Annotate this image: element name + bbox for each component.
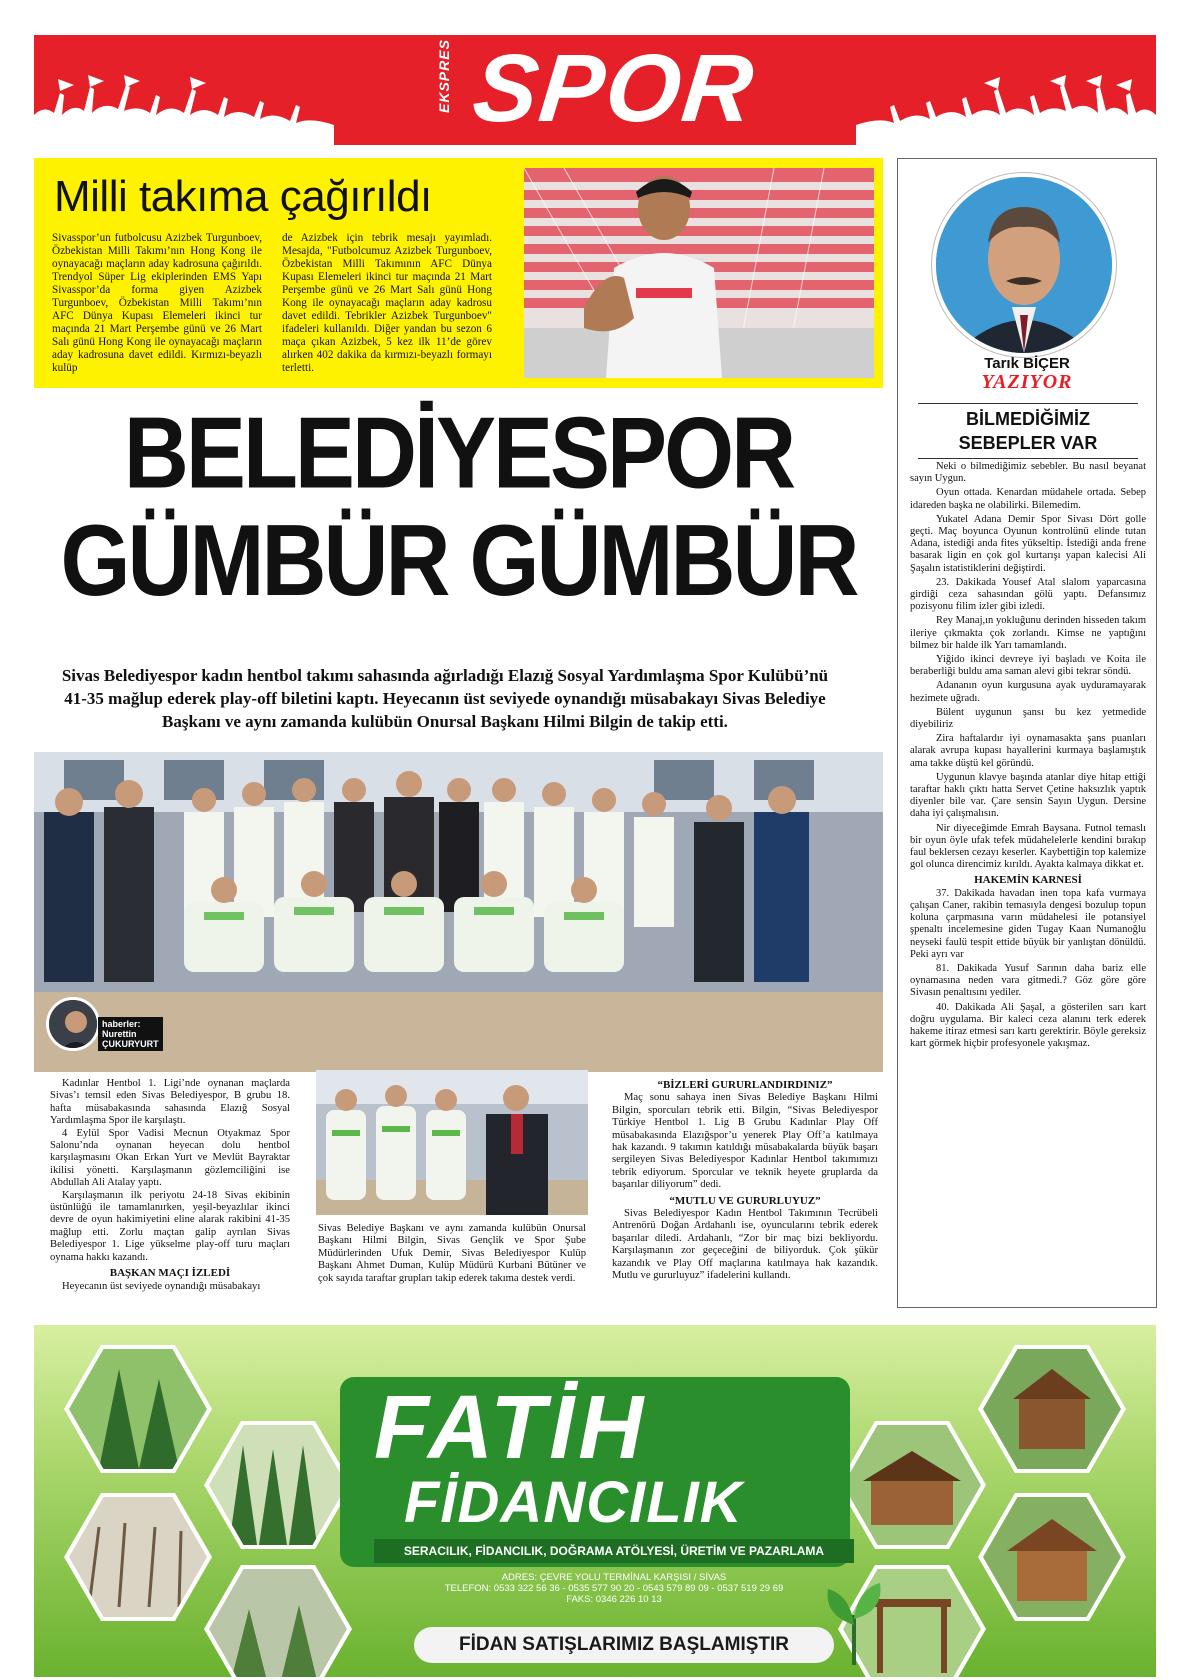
- columnist-name: Tarık BİÇER: [984, 355, 1070, 372]
- column-paragraph: Neki o bilmediğimiz sebebler. Bu nasıl beyanat sayın Uygun.: [910, 461, 1146, 485]
- article-paragraph: Karşılaşmanın ilk periyotu 24-18 Sivas ekibinin üstünlüğü ile tamamlanırken, yeşil-beyazlılar ikinci devre de oyun hakimiyetini eline alarak rakibini 41-35 mağlup etti. Zorlu maçtan galip ayrılan Sivas Belediyespor 1. Lige yükselme play-off turu maçları oynama hakkı kazandı.: [50, 1189, 290, 1263]
- column-paragraph: 37. Dakikada havadan inen topa kafa vurmaya çalışan Caner, rakibin temasıyla dengesi bozulup topun koluna çarpmasına varın müdahelesi ile potansiyel şpenaltı incelemesine giden Tugay Kaan Numanoğlu neyseki faulü tespit ettide büyük bir yanlıştan dönüldü. Peki ayrı var: [910, 887, 1146, 960]
- article-subheading: BAŞKAN MAÇI İZLEDİ: [109, 1267, 231, 1280]
- column-paragraph: Yiğido ikinci devreye iyi başladı ve Koita ile beraberliği buldu ama saman alevi gibi tekrar söndü.: [910, 654, 1146, 678]
- milli-text-col2: de Azizbek için tebrik mesajı yayımladı. Mesajda, "Futbolcumuz Azizbek Turgunboev, Özbekistan Milli Takımının AFC Dünya Kupası Elemeleri ikinci tur maçında 21 Mart Perşembe günü ve 26 Mart Salı günü Hong Kong ile oynayacağı maçların aday kadrosu davet edildi. Tebrikler Azizbek Turgunboev" ifadeleri kullanıldı. Diğer yandan bu sezon 6 maça çıkan Azizbek, 5 kez ilk 11’de görev alırken 402 dakika da kırmızı-beyazlı formayı terletti.: [282, 232, 492, 374]
- column-title: BİLMEDİĞİMİZ SEBEPLER VAR: [918, 403, 1138, 459]
- column-paragraph: Adananın oyun kurgusuna ayak uyduramayarak hezimete uğradı.: [910, 680, 1146, 704]
- column-paragraph: Nir diyeceğimde Emrah Baysana. Futnol temaslı bir oyun öyle ufak tefek müdahelelerle kendini bırakıp faul beklersen cezayı keserler. Kaybettiğin top kalemize gol olunca direncimiz kırıldı. Ayakta kalmaya dikkat et.: [910, 822, 1146, 871]
- article-subheading: “BİZLERİ GURURLANDIRDINIZ”: [657, 1079, 833, 1091]
- article-paragraph: Kadınlar Hentbol 1. Ligi’nde oynanan maçlarda Sivas’ı temsil eden Sivas Belediyespor, B grubu 18. hafta müsabakasında sahasında Elazığ Sosyal Yardımlaşma Spor ile karşılaştı.: [50, 1078, 290, 1127]
- mayor-handshake-photo: [316, 1070, 588, 1215]
- ad-fax: FAKS: 0346 226 10 13: [566, 1594, 662, 1605]
- reporter-label: [98, 1017, 163, 1051]
- fatih-fidancilik-ad: [34, 1325, 1156, 1677]
- crowd-silhouette-left: [34, 75, 334, 145]
- column-subheading: HAKEMİN KARNESİ: [974, 873, 1082, 886]
- columnist-tag: YAZIYOR: [981, 371, 1073, 393]
- photo-caption: Sivas Belediye Başkanı ve aynı zamanda kulübün Onursal Başkanı Hilmi Bilgin, Sivas Gençlik ve Spor Şube Müdürlerinden Ufuk Demir, Sivas Belediyespor Kulüp Başkanı Ahmet Duman, Kulüp Müdürü Kurbani Bütüner ve çok sayıda taraftar grupları takip ederek takıma destek verdi.: [318, 1223, 586, 1284]
- milli-title: Milli takıma çağırıldı: [54, 172, 432, 221]
- milli-takim-box: [34, 158, 883, 388]
- headline-line-1: BELEDİYESPOR: [123, 397, 794, 510]
- headline-spot: Sivas Belediyespor kadın hentbol takımı sahasında ağırladığı Elazığ Sosyal Yardımlaşma Spor Kulübü’nü 41-35 mağlup ederek play-off biletini kaptı. Heyecanın üst seviyede oynandığı müsabakayı Sivas Belediye Başkanı ve aynı zamanda kulübün Onursal Başkanı Hilmi Bilgin de takip etti.: [61, 666, 829, 731]
- article-paragraph: Sivas Belediyespor Kadın Hentbol Takımının Tecrübeli Antrenörü Doğan Ardahanlı ise, oyuncularını tebrik ederek başarılar diledi. Ardahanlı, “Zor bir maç bizi bekliyordu. Karşılaşmanın zor geçeceğini de biliyorduk. Çok şükür kazandık ve Play Off maçlarına katılmaya hak kazandık. Mutlu ve gururluyuz” ifadelerini kullandı.: [612, 1208, 878, 1282]
- column-paragraph: Oyun ottada. Kenardan müdahele ortada. Sebep idareden başka ne olabilirki. Bilemedim.: [910, 487, 1146, 511]
- ad-services: SERACILIK, FİDANCILIK, DOĞRAMA ATÖLYESİ, ÜRETİM VE PAZARLAMA: [374, 1539, 854, 1563]
- reporter-prefix: haberler:: [102, 1019, 141, 1029]
- ad-brand-fatih: FATİH: [374, 1378, 648, 1478]
- column-body: [910, 461, 1146, 1052]
- ad-address: ADRES: ÇEVRE YOLU TERMİNAL KARŞISI / SİVAS: [501, 1572, 727, 1583]
- column-paragraph: 23. Dakikada Yousef Atal slalom yaparcasına girdiği ceza sahasından gölü yaptı. Defansımız pozisyonu filim izler gibi izledi.: [910, 576, 1146, 613]
- column-paragraph: Bülent uygunun şansı bu kez yetmedide diyebiliriz: [910, 706, 1146, 731]
- brand-ekspres: EKSPRES: [436, 39, 452, 113]
- article-paragraph: Maç sonu sahaya inen Sivas Belediye Başkanı Hilmi Bilgin, sporcuları tebrik etti. Bilgin, “Sivas Belediyespor Türkiye Hentbol 1. Lig B Grubu Kadınlar Play Off müsabakasında Elazığspor’u yenerek Play Off’a katılmaya hak kazandı. 9 takımın katıldığı müsabakalarda büyük başarı sergileyen Sivas Belediyespor Kadınlar Hentbol takımımızı tebrik ediyorum. Sporcular ve teknik heyete gruplarda da başarılar diliyorum” dedi.: [612, 1092, 878, 1191]
- issue-date: 19 Mart 2024 Salı: [158, 118, 263, 133]
- reporter-badge: [46, 997, 176, 1057]
- column-paragraph: Zira haftalardır iyi oynamasakta şans puanları alarak avrupa kupası hayallerini kurmaya başlamıştık ama takke düştü kel göründü.: [910, 733, 1146, 769]
- crowd-silhouette-right: [856, 75, 1156, 145]
- article-col-1: [50, 1078, 290, 1293]
- player-photo: [524, 168, 874, 378]
- reporter-avatar-image: [49, 1000, 100, 1051]
- article-paragraph: 4 Eylül Spor Vadisi Mecnun Otyakmaz Spor Salonu’nda oynanan heyecan dolu hentbol karşılaşmasını Okan Erkan Yurt ve Mevlüt Bayraktar ikilisi yönetti. Karşılaşmanın gözlemciliğini ise Abdullah Ali Atalay yaptı.: [50, 1127, 290, 1189]
- reporter-avatar: [46, 997, 100, 1051]
- article-subheading: “MUTLU VE GURURLUYUZ”: [669, 1194, 821, 1207]
- column-paragraph: 81. Dakikada Yusuf Sarının daha bariz elle oynamasına neden vara gitmedi.? Göz göre göre Sivasın penaltısını yediler.: [910, 962, 1146, 999]
- main-headline: [34, 397, 883, 618]
- reporter-first-name: Nurettin: [102, 1029, 137, 1039]
- columnist-portrait: [932, 173, 1116, 357]
- columnist-portrait-image: [936, 177, 1112, 353]
- column-paragraph: 40. Dakikada Ali Şaşal, a gösterilen sarı kart doğru uygulama. Bir kaleci ceza alanını terk ederek hakeme itiraz etmesi sarı kartı gerektirir. Böyle gereksiz kart görmek hiçbir profesyonele yakışmaz.: [910, 1001, 1146, 1050]
- article-col-3: [612, 1076, 878, 1283]
- ad-banner: FİDAN SATIŞLARIMIZ BAŞLAMIŞTIR: [414, 1627, 834, 1663]
- reporter-last-name: ÇUKURYURT: [102, 1039, 159, 1049]
- milli-text-col1: Sivasspor’un futbolcusu Azizbek Turgunboev, Özbekistan Milli Takımı’nın Hong Kong ile oynayacağı maçların aday kadrosuna çağırıldı. Trendyol Süper Lig ekiplerinden EMS Yapı Sivasspor’da forma giyen Azizbek Turgunboev, Özbekistan Milli Takımı’nın AFC Dünya Kupası Elemeleri ikinci tur maçında 21 Mart Perşembe günü ve 26 Mart Salı günü Hong Kong ile oynayacağı maçların aday kadrosuna davet edildi. Kırmızı-beyazlı kulüp: [52, 232, 262, 374]
- brand-spor: SPOR: [468, 35, 760, 142]
- masthead: [34, 35, 1156, 145]
- ad-contact: [434, 1572, 794, 1605]
- ad-brand-fidancilik: FİDANCILIK: [404, 1470, 743, 1535]
- column-paragraph: Rey Manaj,ın yokluğunu derinden hisseden takım ileriye çıkmakta çok zorlandı. Kimse ne yaptığını bilmez bir halde ilk Yarı tamamlandı.: [910, 615, 1146, 651]
- columnist-box: [897, 158, 1157, 1308]
- headline-line-2: GÜMBÜR GÜMBÜR: [60, 505, 857, 618]
- ad-phone: TELEFON: 0533 322 56 36 - 0535 577 90 20 - 0543 579 89 09 - 0537 519 29 69: [444, 1583, 784, 1594]
- article-paragraph: Heyecanın üst seviyede oynandığı müsabakayı: [62, 1280, 261, 1292]
- column-paragraph: Uygunun klavye başında atanlar diye hitap ettiği taraftar haklı çıktı hatta Servet Çetine haksızlık yaptık diyenler bile var. Çare sensin Sayın Uygun. Dersine daha iyi çalışmalısın.: [910, 771, 1146, 820]
- column-paragraph: Yukatel Adana Demir Spor Sivası Dört golle geçti. Maç boyunca Oyunun kontrolünü elinde tutan Adana, istediği anda fites yükseltip. İstediği anda frene basarak ligin en çok gol kurtarışı yapan kalecisi Ali Şaşalın istatistiklerini değiştirdi.: [910, 513, 1146, 574]
